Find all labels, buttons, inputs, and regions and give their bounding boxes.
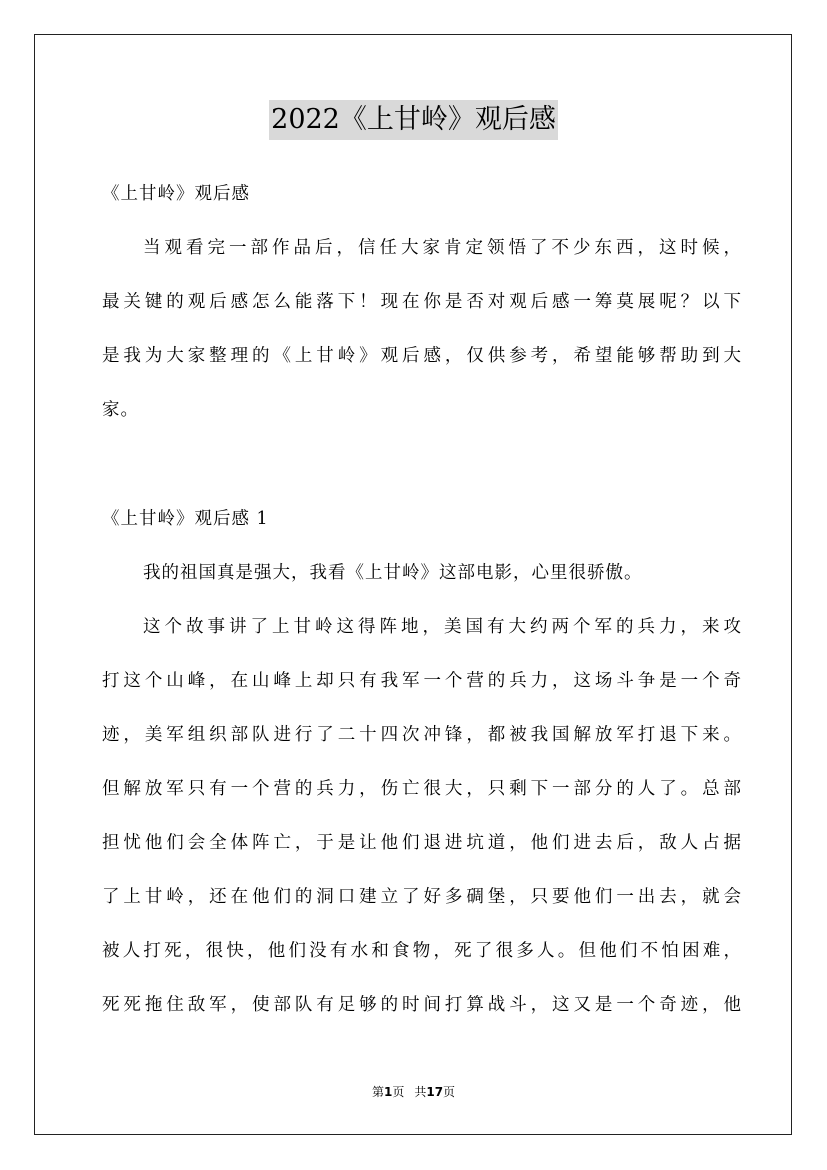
intro-line: 当观看完一部作品后，信任大家肯定领悟了不少东西，这时候， [143,238,742,258]
section-1-paragraph-2-line: 但解放军只有一个营的兵力，伤亡很大，只剩下一部分的人了。总部 [102,779,742,799]
section-1-paragraph-2-line: 了上甘岭，还在他们的洞口建立了好多碉堡，只要他们一出去，就会 [102,887,742,907]
section-1-paragraph-2-line: 死死拖住敌军，使部队有足够的时间打算战斗，这又是一个奇迹，他 [102,995,742,1015]
page-total-suffix: 页 [443,1085,456,1099]
page-number-prefix: 第 [371,1085,384,1099]
section-1-paragraph-2-line: 这个故事讲了上甘岭这得阵地，美国有大约两个军的兵力，来攻 [143,617,742,637]
intro-heading: 《上甘岭》观后感 [102,184,250,204]
section-1-paragraph-2-line: 迹，美军组织部队进行了二十四次冲锋，都被我国解放军打退下来。 [102,725,742,745]
section-1-paragraph-2-line: 被人打死，很快，他们没有水和食物，死了很多人。但他们不怕困难， [102,941,742,961]
section-1-paragraph-2-line: 担忧他们会全体阵亡，于是让他们退进坑道，他们进去后，敌人占据 [102,833,742,853]
title-container [0,100,827,140]
intro-line: 家。 [102,400,139,420]
page-total-prefix: 共 [414,1085,427,1099]
page-footer [0,1082,827,1102]
intro-line: 最关键的观后感怎么能落下！现在你是否对观后感一筹莫展呢？以下 [102,292,742,312]
section-1-paragraph-1: 我的祖国真是强大，我看《上甘岭》这部电影，心里很骄傲。 [143,563,643,583]
section-1-heading: 《上甘岭》观后感 1 [102,509,269,529]
section-1-paragraph-2-line: 打这个山峰，在山峰上却只有我军一个营的兵力，这场斗争是一个奇 [102,671,742,691]
page-total-count: 17 [426,1085,444,1099]
intro-section [102,167,742,437]
page-number-suffix: 页 [392,1085,405,1099]
page-number-current: 1 [383,1085,393,1099]
intro-line: 是我为大家整理的《上甘岭》观后感，仅供参考，希望能够帮助到大 [102,346,742,366]
document-title: 2022《上甘岭》观后感 [269,100,558,140]
section-1 [102,492,742,1032]
